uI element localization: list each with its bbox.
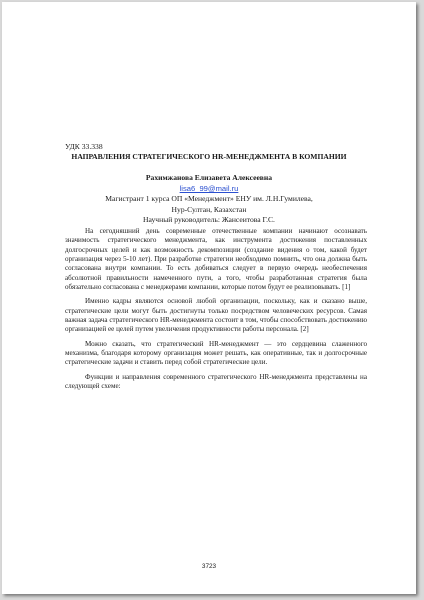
- article-title: НАПРАВЛЕНИЯ СТРАТЕГИЧЕСКОГО HR-МЕНЕДЖМЕНТА В КОМПАНИИ: [71, 152, 347, 161]
- document-page: [2, 2, 416, 594]
- supervisor: Научный руководитель: Жансеитова Г.С.: [143, 215, 275, 225]
- page-number: 3723: [201, 563, 217, 570]
- author-block: [2, 173, 416, 226]
- udk-code: УДК 33.338: [65, 142, 103, 151]
- paragraph: Функции и направления современного стратегического HR-менеджмента представлены на следующей схеме:: [65, 372, 367, 391]
- paragraph: Именно кадры являются основой любой организации, поскольку, как и сказано выше, стратегические цели могут быть достигнуты только посредством человеческих ресурсов. Самая важная задача стратегического HR-менеджмента состоит в том, чтобы способствовать достижению организацией ее целей путем увеличения продуктивности работы персонала. [2]: [65, 297, 367, 334]
- paragraph: Можно сказать, что стратегический HR-менеджмент — это сердцевина слаженного механизма, благодаря которому организация может решать, как оперативные, так и долгосрочные стратегические задачи и ставить перед собой стратегические цели.: [65, 339, 367, 367]
- article-body: [65, 227, 367, 397]
- author-position: Магистрант 1 курса ОП «Менеджмент» ЕНУ им. Л.Н.Гумилева,: [105, 194, 313, 204]
- author-email-link[interactable]: lisa6_99@mail.ru: [179, 183, 239, 193]
- paragraph: На сегодняшний день современные отечественные компании начинают осознавать значимость стратегического менеджмента, как инструмента достижения поставленных долгосрочных целей и как возможность декомпозиции (создание видения о том, какой будет организация через 5-10 лет). При разработке стратегии необходимо помнить, что она должна быть согласована внутри компании. То есть добиваться следует в первую очередь необеспечения абсолютной правильности намеченного пути, а того, чтобы разработанная стратегия была обязательно согласована с менеджерами компании, которые потом будут ее реализовывать. [1]: [65, 227, 367, 292]
- author-name: Рахимжанова Елизавета Алексеевна: [145, 173, 273, 182]
- author-location: Нур-Султан, Казахстан: [171, 204, 247, 214]
